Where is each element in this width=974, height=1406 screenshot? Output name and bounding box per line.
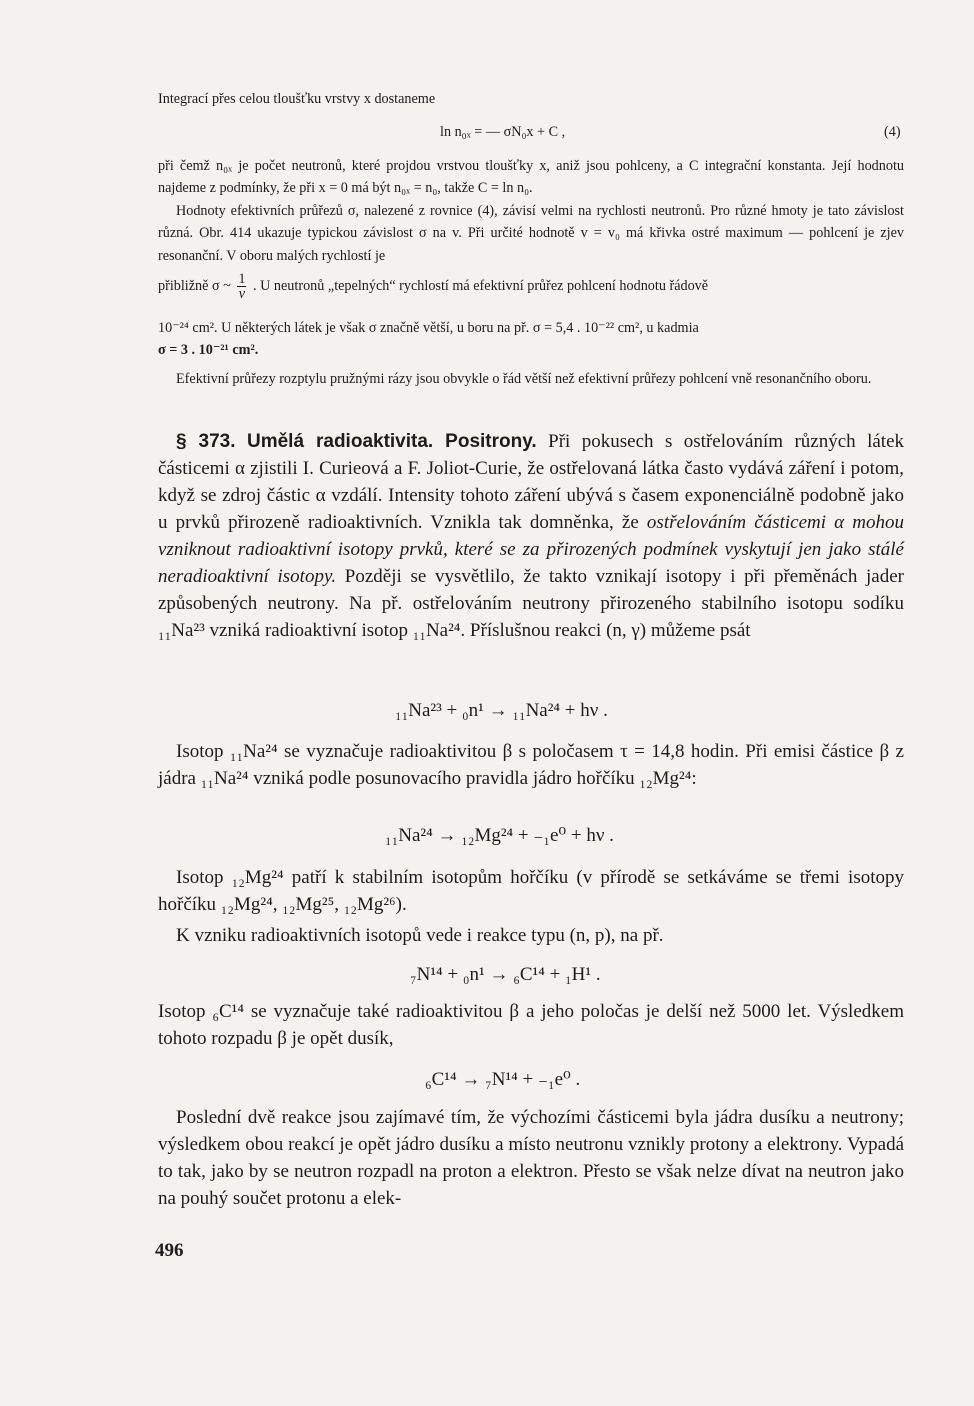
approx-prefix: přibližně σ ~: [158, 277, 231, 294]
page-number: 496: [155, 1240, 184, 1261]
fraction-numerator: 1: [238, 271, 246, 287]
intro-line: [158, 88, 904, 110]
section-373: [158, 428, 904, 644]
paragraph-values-line2: σ = 3 . 10⁻²¹ cm².: [158, 342, 259, 359]
equation-c14-decay: ₆C¹⁴ → ₇N¹⁴ + ₋₁e⁰ .: [425, 1069, 581, 1090]
approx-line: [158, 272, 904, 301]
equation-sodium-capture: ₁₁Na²³ + ₀n¹ → ₁₁Na²⁴ + hν .: [395, 700, 608, 721]
equation-4-number: (4): [884, 124, 901, 140]
paragraph-mg-isotopes-text: Isotop ₁₂Mg²⁴ patří k stabilním isotopům hořčíku (v přírodě se setkáváme se třemi isotopy hořčíku ₁₂Mg²⁴, ₁₂Mg²⁵, ₁₂Mg²⁶).: [158, 867, 904, 915]
paragraph-conclusion-text: Poslední dvě reakce jsou zajímavé tím, že výchozími částicemi byla jádra dusíku a neutrony; výsledkem obou reakcí je opět jádro dusíku a místo neutronu vznikly protony a elektrony. Vypadá to tak, jako by se neutron rozpadl na proton a elektron. Přesto se však nelze dívat na neutron jako na pouhý součet protonu a elek-: [158, 1107, 904, 1209]
equation-4: ln n₀ₓ = — σN₀x + C ,: [440, 124, 566, 140]
paragraph-na24-text: Isotop ₁₁Na²⁴ se vyznačuje radioaktivitou β s poločasem τ = 14,8 hodin. Při emisi částice β z jádra ₁₁Na²⁴ vzniká podle posunovacího pravidla jádro hořčíku ₁₂Mg²⁴:: [158, 741, 904, 789]
section-title: Umělá radioaktivita. Positrony.: [246, 431, 537, 452]
approx-suffix: . U neutronů „tepelných“ rychlostí má efektivní průřez pohlcení hodnotu řádově: [253, 277, 709, 294]
paragraph-constants: [158, 155, 904, 267]
section-paragraph-1-italic: ostřelováním částicemi α mohou vzniknout radioaktivní isotopy prvků, které se za přirozených podmínek vyskytují jen jako stálé neradioaktivní isotopy.: [158, 512, 904, 587]
paragraph-scattering: [158, 368, 904, 390]
intro-text: Integrací přes celou tloušťku vrstvy x dostaneme: [158, 91, 436, 107]
paragraph-c14: [158, 998, 904, 1052]
fraction-1-over-v: [237, 272, 246, 301]
paragraph-mg-isotopes: [158, 864, 904, 949]
paragraph-scattering-text: Efektivní průřezy rozptylu pružnými rázy jsou obvykle o řád větší než efektivní průřezy pohlcení vně resonančního oboru.: [176, 371, 872, 387]
paragraph-na24: [158, 738, 904, 792]
paragraph-conclusion: [158, 1104, 904, 1212]
paragraph-c14-text: Isotop ₆C¹⁴ se vyznačuje také radioaktivitou β a jeho poločas je delší než 5000 let. Výsledkem tohoto rozpadu β je opět dusík,: [158, 1001, 904, 1049]
section-paragraph-1a: Při pokusech s ostřelováním různých látek částicemi α zjistili I. Curieová a F. Joliot-Curie, že ostřelovaná látka často vydává záření i potom, když se zdroj částic α vzdálí. Intensity tohoto záření ubývá s časem exponenciálně podobně jako u prvků přirozeně radioaktivních. Vznikla tak domněnka, že: [158, 431, 905, 533]
section-paragraph-1b: Později se vysvětlilo, že takto vznikají isotopy i při přeměnách jader způsobených neutrony. Na př. ostřelováním neutrony přirozeného stabilního isotopu sodíku ₁₁Na²³ vzniká radioaktivní isotop ₁₁Na²⁴. Příslušnou reakci (n, γ) můžeme psát: [158, 566, 904, 641]
paragraph-values: [158, 317, 904, 362]
paragraph-cross-sections: Hodnoty efektivních průřezů σ, nalezené z rovnice (4), závisí velmi na rychlosti neutronů. Pro různé hmoty je tato závislost různá. Obr. 414 ukazuje typickou závislost σ na v. Při určité hodnotě v = v₀ má křivka ostré maximum — pohlcení je zjev resonanční. V oboru malých rychlostí je: [158, 202, 904, 264]
fraction-denominator: v: [238, 286, 246, 302]
paragraph-constants-text: při čemž n₀ₓ je počet neutronů, které projdou vrstvou tloušťky x, aniž jsou pohlceny, a C integrační konstanta. Její hodnotu najdeme z podmínky, že při x = 0 má být n₀ₓ = n₀, takže C = ln n₀.: [158, 158, 904, 197]
equation-beta-decay-na: ₁₁Na²⁴ → ₁₂Mg²⁴ + ₋₁e⁰ + hν .: [385, 825, 614, 846]
equation-nitrogen-capture: ₇N¹⁴ + ₀n¹ → ₆C¹⁴ + ₁H¹ .: [410, 964, 601, 985]
paragraph-np-reaction: K vzniku radioaktivních isotopů vede i reakce typu (n, p), na př.: [176, 925, 664, 946]
section-number: § 373.: [176, 431, 236, 452]
paragraph-values-line1: 10⁻²⁴ cm². U některých látek je však σ značně větší, u boru na př. σ = 5,4 . 10⁻²² cm², u kadmia: [158, 320, 699, 336]
